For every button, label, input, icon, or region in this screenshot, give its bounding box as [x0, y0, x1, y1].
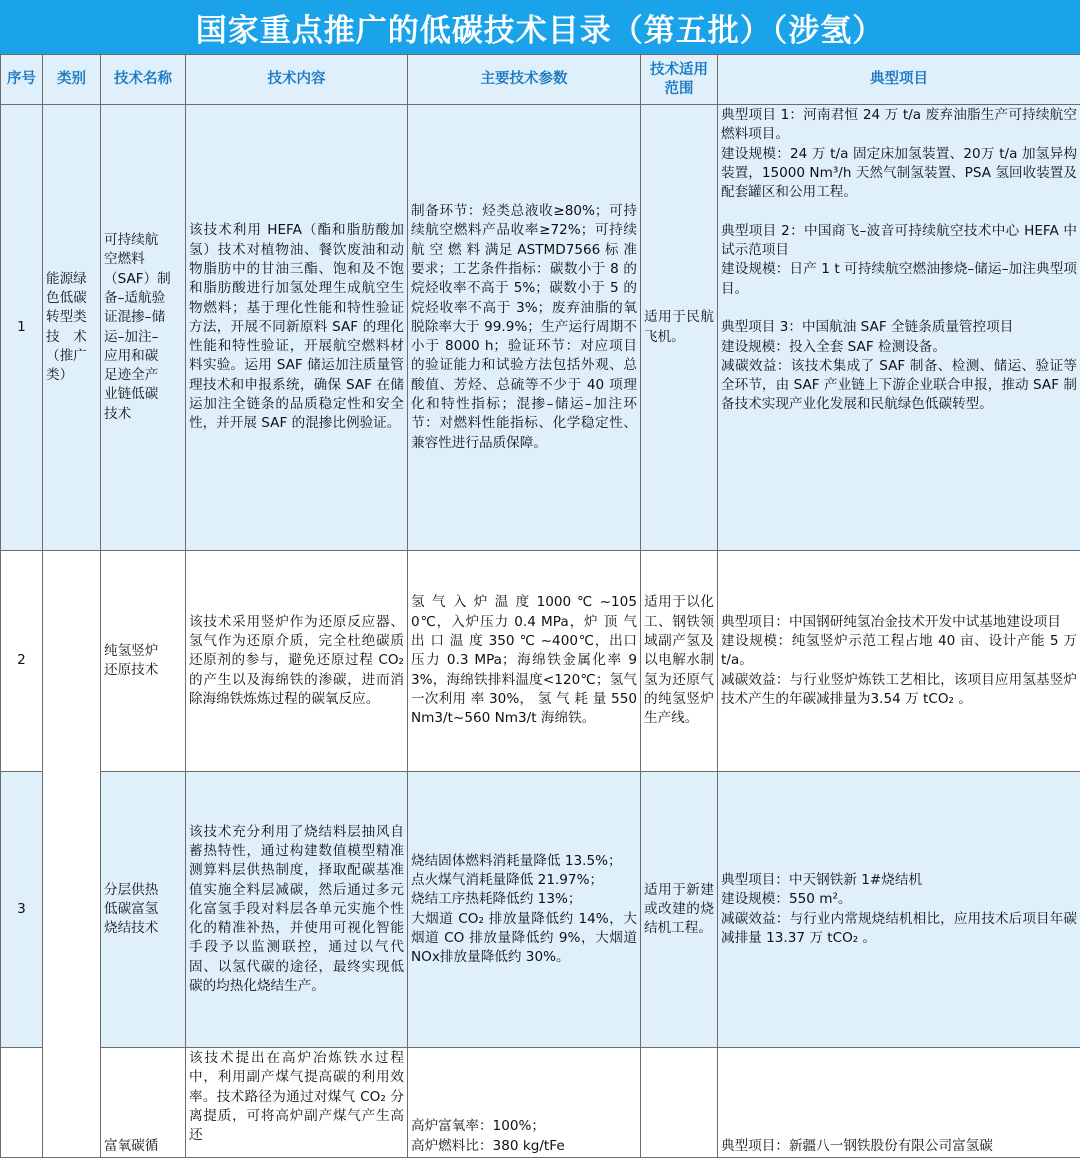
tech-content: 该技术提出在高炉冶炼铁水过程中，利用副产煤气提高碳的利用效率。技术路径为通过对煤气 CO₂ 分离提质，可将高炉副产煤气产生高还 [186, 1048, 408, 1158]
typical-project: 典型项目：中天钢铁新 1#烧结机 建设规模：550 m²。 减碳效益：与行业内常规烧结机相比，应用技术后项目年碳减排量 13.37 万 tCO₂ 。 [718, 772, 1080, 1048]
tech-content: 该技术采用竖炉作为还原反应器、氢气作为还原介质，完全杜绝碳质还原剂的参与，避免还原过程 CO₂ 的产生以及海绵铁的渗碳，进而消除海绵铁炼炼过程的碳氧反应。 [186, 551, 408, 772]
typical-project: 典型项目 1：河南君恒 24 万 t/a 废弃油脂生产可持续航空燃料项目。 建设规模：24 万 t/a 固定床加氢装置、20万 t/a 加氢异构装置，15000 Nm³/h 天然气制氢装置、PSA 氢回收装置及配套罐区和公用工程。 典型项目 2：中国商飞–波音可持续航空技术中心 HEFA 中试示范项目 建设规模：日产 1 t 可持续航空燃油掺烧–储运–加注典型项目。 典型项目 3：中国航油 SAF 全链条质量管控项目 建设规模：投入全套 SAF 检测设备。 减碳效益：该技术集成了 SAF 制备、检测、储运、验证等全环节，由 SAF 产业链上下游企业联合申报，推动 SAF 制备技术实现产业化发展和民航绿色低碳转型。 [718, 105, 1080, 551]
header-scope: 技术适用 范围 [641, 55, 718, 105]
table-row [1, 551, 1080, 772]
tech-params: 高炉富氧率：100%； 高炉燃料比：380 kg/tFe [408, 1048, 641, 1158]
header-name: 技术名称 [101, 55, 186, 105]
tech-content: 该技术充分利用了烧结料层抽风自蓄热特性，通过构建数值模型精准测算料层供热制度，择取配碳基准值实施全料层减碳，然后通过多元化富氢手段对料层各单元实施个性化的精准补热，并使用可视化智能手段予以监测联控，通过以气代固、以氢代碳的途径，最终实现低碳的均热化烧结生产。 [186, 772, 408, 1048]
typical-project: 典型项目：新疆八一钢铁股份有限公司富氢碳 [718, 1048, 1080, 1158]
tech-scope: 适用于民航飞机。 [641, 105, 718, 551]
tech-params: 氢 气 入 炉 温 度 1000 ℃ ~1050℃，入炉压力 0.4 MPa，炉 顶 气 出 口 温 度 350 ℃ ~400℃，出口压力 0.3 MPa；海绵铁金属化率 93%，海绵铁排料温度<120℃；氢气一次利用 率 30%， 氢 气 耗 量 550 Nm3/t~560 Nm3/t 海绵铁。 [408, 551, 641, 772]
tech-params: 烧结固体燃料消耗量降低 13.5%； 点火煤气消耗量降低 21.97%； 烧结工序热耗降低约 13%； 大烟道 CO₂ 排放量降低约 14%，大烟道 CO 排放量降低约 9%，大烟道NOx排放量降低约 30%。 [408, 772, 641, 1048]
header-project: 典型项目 [718, 55, 1080, 105]
row-number: 3 [1, 772, 43, 1048]
tech-name: 分层供热 低碳富氢 烧结技术 [101, 772, 186, 1048]
tech-scope: 适用于以化工、钢铁领域副产氢及以电解水制氢为还原气的纯氢竖炉生产线。 [641, 551, 718, 772]
row-number: 2 [1, 551, 43, 772]
category-cell-empty [43, 551, 101, 1158]
table-row [1, 105, 1080, 551]
header-no: 序号 [1, 55, 43, 105]
tech-params: 制备环节：烃类总液收≥80%；可持续航空燃料产品收率≥72%；可持续航 空 燃 料 满足 ASTMD7566 标 准 要求；工艺条件指标：碳数小于 8 的烷烃收率不高于 5%；碳数小于 5 的烷烃收率不高于 3%；废弃油脂的氧脱除率大于 99.9%；生产运行周期不小于 8000 h；验证环节：对应项目的验证能力和试验方法包括外观、总酸值、芳烃、总硫等不少于 40 项理化和特性指标；混掺–储运–加注环节：对燃料性能指标、化学稳定性、兼容性进行品质保障。 [408, 105, 641, 551]
row-number: 1 [1, 105, 43, 551]
table-row [1, 772, 1080, 1048]
tech-name: 富氧碳循 [101, 1048, 186, 1158]
header-category: 类别 [43, 55, 101, 105]
header-params: 主要技术参数 [408, 55, 641, 105]
table-row [1, 1048, 1080, 1158]
typical-project: 典型项目：中国钢研纯氢冶金技术开发中试基地建设项目 建设规模：纯氢竖炉示范工程占地 40 亩、设计产能 5 万 t/a。 减碳效益：与行业竖炉炼铁工艺相比，该项目应用氢基竖炉技术产生的年碳减排量为3.54 万 tCO₂ 。 [718, 551, 1080, 772]
page-title: 国家重点推广的低碳技术目录（第五批）（涉氢） [0, 0, 1080, 54]
tech-name: 可持续航 空燃料 （SAF）制 备–适航验 证混掺–储 运–加注– 应用和碳 足迹全产 业链低碳 技术 [101, 105, 186, 551]
technology-table [0, 54, 1080, 1158]
tech-name: 纯氢竖炉 还原技术 [101, 551, 186, 772]
row-number [1, 1048, 43, 1158]
tech-scope: 适用于新建或改建的烧结机工程。 [641, 772, 718, 1048]
tech-scope [641, 1048, 718, 1158]
header-content: 技术内容 [186, 55, 408, 105]
category-cell: 能源绿 色低碳 转型类 技 术 （推广 类） [43, 105, 101, 551]
tech-content: 该技术利用 HEFA（酯和脂肪酸加氢）技术对植物油、餐饮废油和动物脂肪中的甘油三酯、饱和及不饱和脂肪酸进行加氢处理生成航空生物燃料；基于理化性能和特性验证方法，开展不同新原料 SAF 的理化性能和特性验证，开展航空燃料材料实验。运用 SAF 储运加注质量管理技术和申报系统，确保 SAF 在储运加注全链条的品质稳定性和安全性，并开展 SAF 的混掺比例验证。 [186, 105, 408, 551]
header-row [1, 55, 1080, 105]
